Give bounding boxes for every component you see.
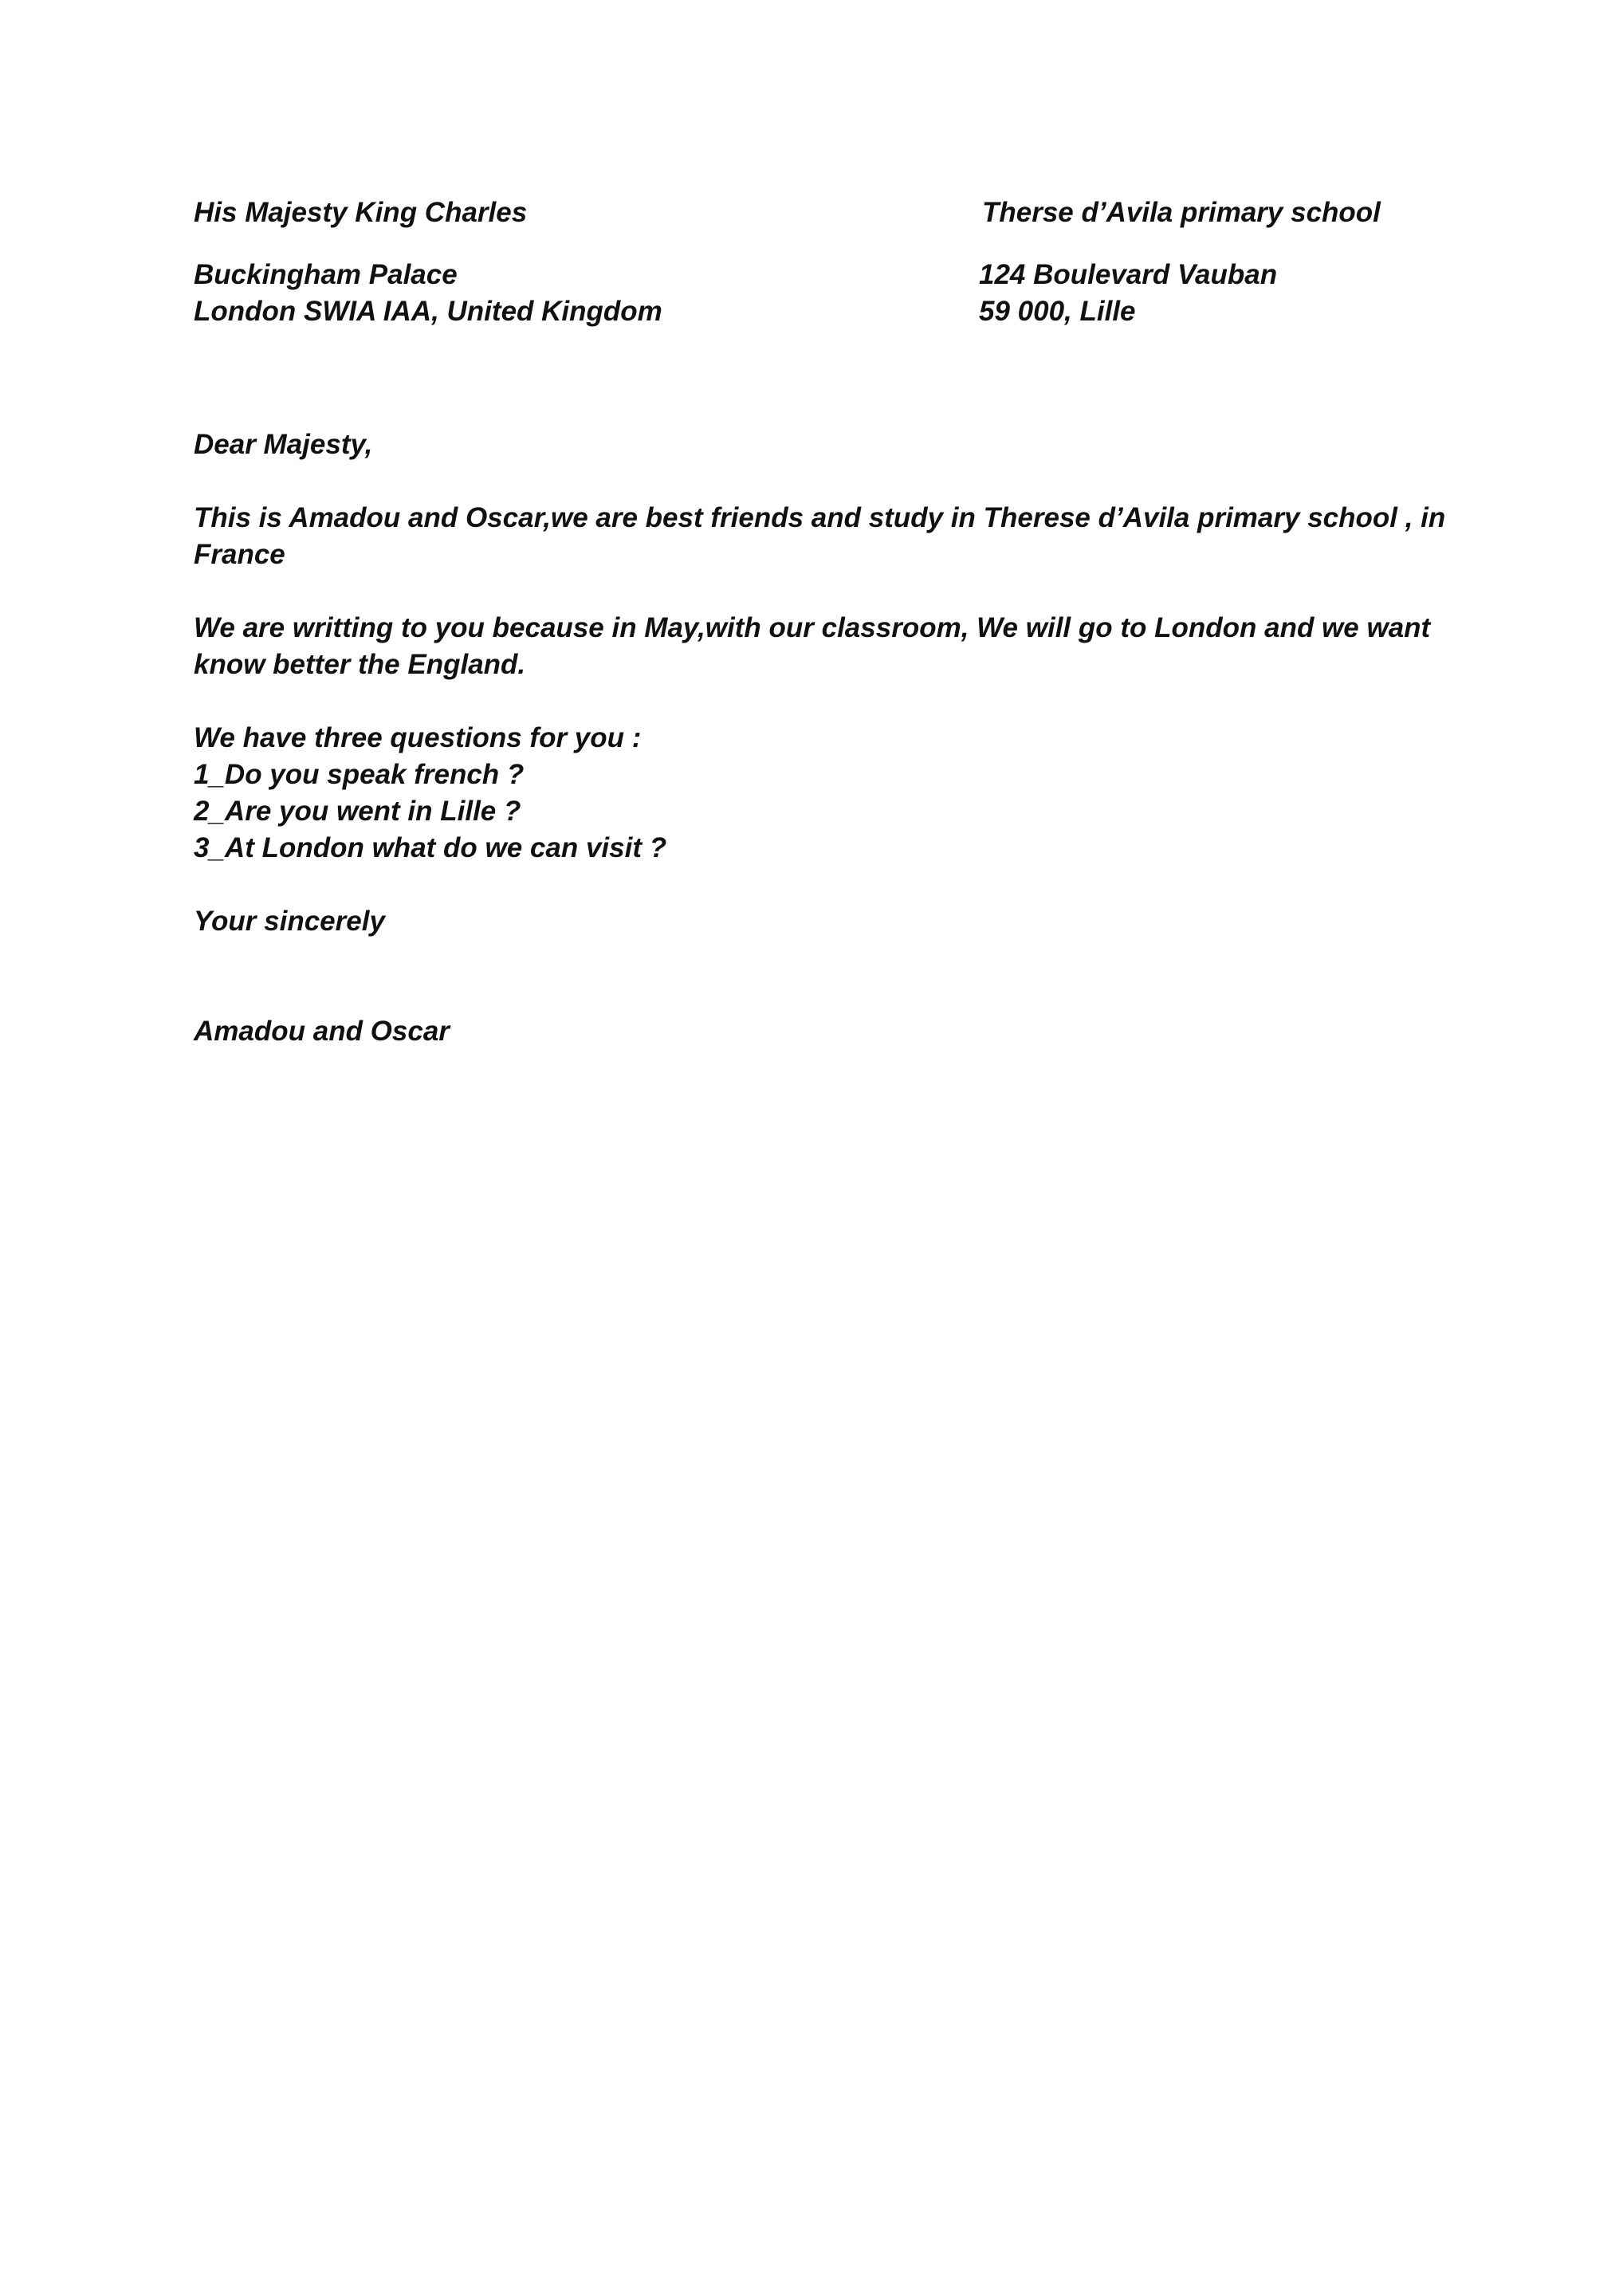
question-item: 2_Are you went in Lille ? [194,796,521,827]
letter-body [194,427,1453,1087]
sender-address-line2: 59 000, Lille [979,296,1136,327]
salutation-paragraph [194,427,1453,463]
sender-address-line1: 124 Boulevard Vauban [979,259,1278,290]
intro-line-2: France [194,539,285,570]
salutation: Dear Majesty, [194,429,373,460]
recipient-address-block [194,195,662,330]
sender-name: Therse d’Avila primary school [982,197,1381,228]
question-item: 1_Do you speak french ? [194,759,525,790]
closing: Your sincerely [194,906,385,937]
recipient-name: His Majesty King Charles [194,197,528,228]
recipient-address-line2: London SWIA IAA, United Kingdom [194,296,662,327]
question-item: 3_At London what do we can visit ? [194,832,667,863]
intro-paragraph [194,500,1453,573]
questions-intro: We have three questions for you : [194,722,642,753]
signature-paragraph [194,1013,1453,1050]
intro-line-1: This is Amadou and Oscar,we are best friends and study in Therese d’Avila primary school , in [194,502,1446,533]
reason-line-2: know better the England. [194,649,526,680]
reason-paragraph [194,610,1453,683]
recipient-address-line1: Buckingham Palace [194,259,458,290]
reason-line-1: We are writting to you because in May,with our classroom, We will go to London and we want [194,612,1431,643]
sender-address-block [979,195,1381,330]
questions-paragraph [194,720,1453,867]
closing-paragraph [194,903,1453,940]
signature: Amadou and Oscar [194,1016,450,1047]
